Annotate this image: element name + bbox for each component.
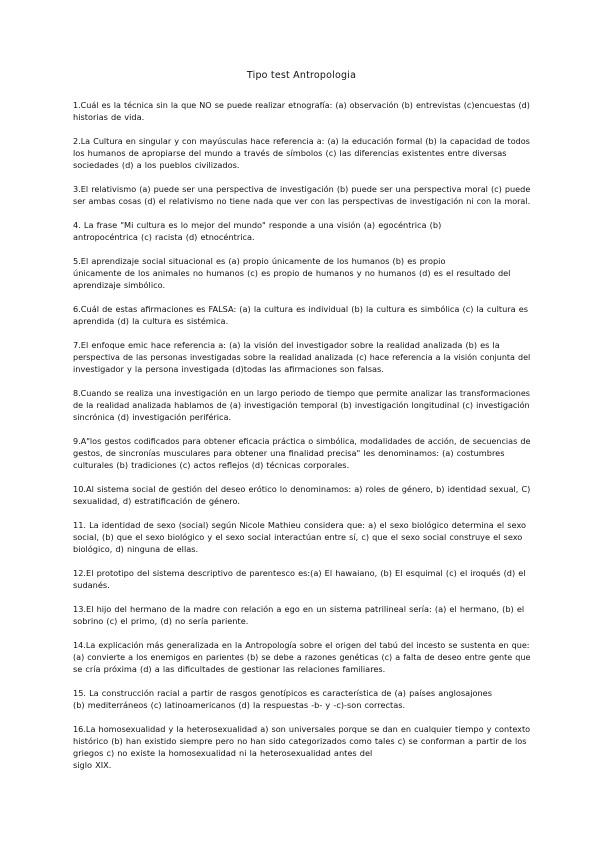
question-item [73,219,530,243]
question-item [73,603,530,627]
question-line: biológico, d) ninguna de ellas. [73,544,199,554]
question-line: de la realidad analizada hablamos de (a) investigación temporal (b) investigación longitudinal (c) investigación [73,400,530,410]
question-line: 15. La construcción racial a partir de rasgos genotípicos es característica de (a) países anglosajones [73,688,492,698]
question-line: social, (b) que el sexo biológico y el sexo social interactúan entre sí, c) que el sexo social construye el sexo [73,532,523,542]
question-item [73,519,530,555]
question-line: aprendida (d) la cultura es sistémica. [73,316,229,326]
question-line: historias de vida. [73,112,145,122]
question-line: 2.La Cultura en singular y con mayúsculas hace referencia a: (a) la educación formal (b) la capacidad de todos [73,136,530,146]
question-list [73,99,530,771]
question-line: se cría próxima (d) a las dificultades de gestionar las relaciones familiares. [73,664,386,674]
question-line: antropocéntrica (c) racista (d) etnocéntrica. [73,232,255,242]
question-line: histórico (b) han existido siempre pero no han sido categorizados como tales c) se conforman a partir de los [73,736,527,746]
question-line: aprendizaje simbólico. [73,280,166,290]
question-item [73,387,530,423]
question-line: 8.Cuando se realiza una investigación en un largo periodo de tiempo que permite analizar las transformaciones [73,388,530,398]
question-line: 12.El prototipo del sistema descriptivo de parentesco es:(a) El hawaiano, (b) El esquimal (c) el iroqués (d) el [73,568,526,578]
question-line: sobrino (c) el primo, (d) no sería pariente. [73,616,249,626]
question-item [73,639,530,675]
question-item [73,303,530,327]
question-line: 7.El enfoque emic hace referencia a: (a) la visión del investigador sobre la realidad analizada (b) es la [73,340,500,350]
question-line: siglo XIX. [73,760,112,770]
question-line: 3.El relativismo (a) puede ser una perspectiva de investigación (b) puede ser una perspectiva moral (c) puede [73,184,531,194]
question-line: sincrónica (d) investigación periférica. [73,412,232,422]
question-line: 11. La identidad de sexo (social) según Nicole Mathieu considera que: a) el sexo biológico determina el sexo [73,520,527,530]
question-line: 4. La frase "Mi cultura es lo mejor del mundo" responde a una visión (a) egocéntrica (b) [73,220,442,230]
question-line: investigador y la persona investigada (d)todas las afirmaciones son falsas. [73,364,384,374]
question-line: sexualidad, d) estratificación de género. [73,496,240,506]
question-line: gestos, de sincronías musculares para obtener una finalidad precisa" les denominamos: (a) costumbres [73,448,505,458]
question-line: (b) mediterráneos (c) latinoamericanos (d) la respuestas -b- y -c)-son correctas. [73,700,406,710]
question-item [73,723,530,771]
question-line: sociedades (d) a los pueblos civilizados. [73,160,240,170]
question-line: 5.El aprendizaje social situacional es (a) propio únicamente de los humanos (b) es propio [73,256,446,266]
question-line: los humanos de apropiarse del mundo a través de símbolos (c) las diferencias existentes entre diversas [73,148,507,158]
question-line: 10.Al sistema social de gestión del deseo erótico lo denominamos: a) roles de género, b) identidad sexual, C) [73,484,531,494]
question-line: 9.A"los gestos codificados para obtener eficacia práctica o simbólica, modalidades de acción, de secuencias de [73,436,531,446]
question-item [73,255,530,291]
question-line: perspectiva de las personas investigadas sobre la realidad analizada (c) hace referencia a la visión conjunta del [73,352,531,362]
question-line: 1.Cuál es la técnica sin la que NO se puede realizar etnografía: (a) observación (b) entrevistas (c)encuestas (d) [73,100,530,110]
question-item [73,339,530,375]
question-line: griegos c) no existe la homosexualidad ni la heterosexualidad antes del [73,748,373,758]
question-line: ser ambas cosas (d) el relativismo no tiene nada que ver con las perspectivas de investigación ni con la moral. [73,196,531,206]
question-item [73,687,530,711]
question-line: 14.La explicación más generalizada en la Antropología sobre el origen del tabú del incesto se sustenta en que: [73,640,530,650]
question-line: 6.Cuál de estas afirmaciones es FALSA: (a) la cultura es individual (b) la cultura es simbólica (c) la cultura es [73,304,529,314]
question-line: sudanés. [73,580,110,590]
question-item [73,435,530,471]
question-item [73,483,530,507]
question-item [73,99,530,123]
question-line: 13.El hijo del hermano de la madre con relación a ego en un sistema patrilineal sería: (a) el hermano, (b) el [73,604,525,614]
question-item [73,183,530,207]
question-item [73,135,530,171]
question-line: únicamente de los animales no humanos (c) es propio de humanos y no humanos (d) es el resultado del [73,268,511,278]
question-item [73,567,530,591]
question-line: 16.La homosexualidad y la heterosexualidad a) son universales porque se dan en cualquier tiempo y contexto [73,724,531,734]
question-line: culturales (b) tradiciones (c) actos reflejos (d) técnicas corporales. [73,460,350,470]
document-title: Tipo test Antropologia [246,70,357,81]
question-line: (a) convierte a los enemigos en parientes (b) se debe a razones genéticas (c) a falta de deseo entre gente que [73,652,531,662]
